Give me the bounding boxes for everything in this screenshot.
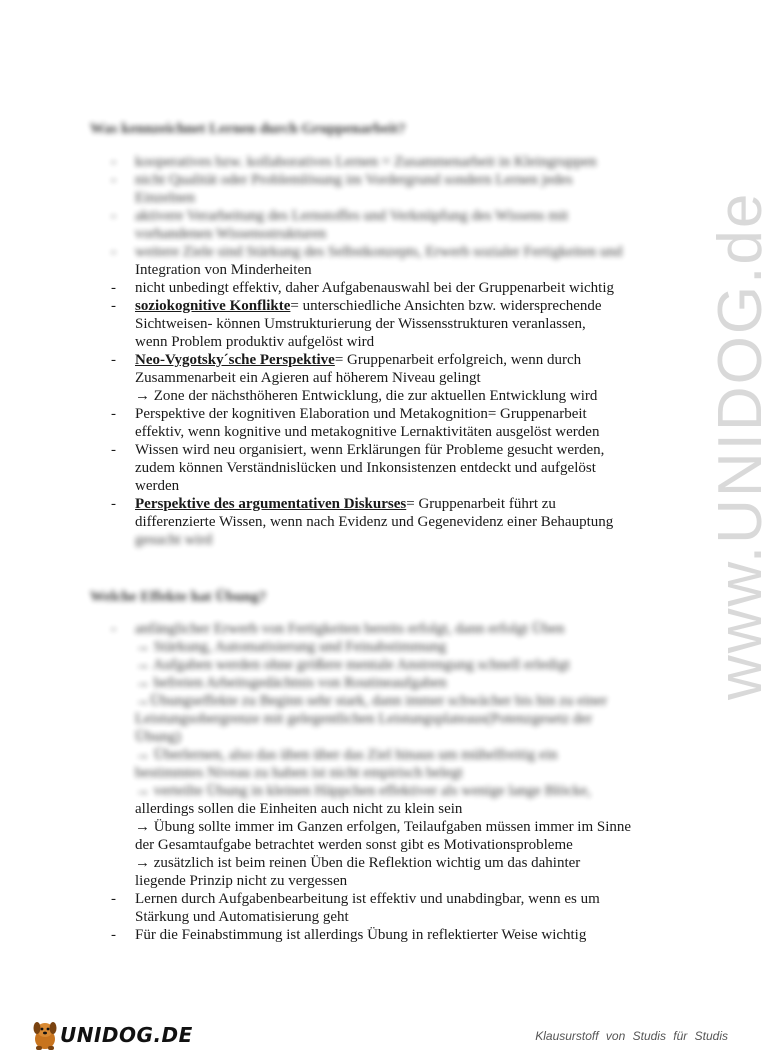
- list-item: - nicht unbedingt effektiv, daher Aufgabenauswahl bei der Gruppenarbeit wichtig: [111, 280, 615, 296]
- dog-mascot-icon: [30, 1019, 60, 1051]
- section-heading-gruppenarbeit: Was kennzeichnet Lernen durch Gruppenarbeit?: [90, 121, 406, 137]
- list-item: - anfänglicher Erwerb von Fertigkeiten bereits erfolgt, dann erfolgt Üben → Stärkung, Automatisierung und Feinabstimmung → Aufgaben werden ohne größere mentale Anstrengung schnell erledigt → befreien Arbeitsgedächtnis von Routineaufgaben →Übungseffekte zu Beginn sehr stark, dann immer schwächer bis hin zu einer Leistungsobergrenze mit gelegentlichen Leistungsplateaus(Potenzgesetz der Übung) → Überlernen, also das üben über das Ziel hinaus um mühelfreitig ein bestimmtes Niveau zu haben ist nicht empirisch belegt → verteilte Übung in kleinen Häppchen effektiver als wenige lange Blöcke, allerdings sollen die Einheiten auch nicht zu klein sein → Übung sollte immer im Ganzen erfolgen, Teilaufgaben müssen immer im Sinne der Gesamtaufgabe betrachtet werden sonst gibt es Motivationsprobleme → zusätzlich ist beim reinen Üben die Reflektion wichtig um das dahinter liegende Prinzip nicht zu vergessen: [111, 621, 632, 889]
- section-heading-uebung: Welche Effekte hat Übung?: [90, 589, 267, 605]
- list-item: - weitere Ziele sind Stärkung des Selbstkonzepts, Erwerb sozialer Fertigkeiten und Integration von Minderheiten: [111, 244, 623, 278]
- list-item: - Wissen wird neu organisiert, wenn Erklärungen für Probleme gesucht werden, zudem können Verständnislücken und Inkonsistenzen entdeckt und aufgelöst werden: [111, 442, 605, 494]
- watermark: www.UNIDOG.de: [706, 191, 775, 700]
- list-item: - Lernen durch Aufgabenbearbeitung ist effektiv und unabdingbar, wenn es um Stärkung und Automatisierung geht: [111, 891, 600, 925]
- list-item: - kooperatives bzw. kollaboratives Lernen = Zusammenarbeit in Kleingruppen: [111, 154, 597, 170]
- list-uebung: [0, 620, 660, 944]
- list-item: - nicht Qualität oder Problemlösung im Vordergrund sondern Lernen jedes Einzelnen: [111, 172, 573, 206]
- list-item: - soziokognitive Konflikte= unterschiedliche Ansichten bzw. widersprechende Sichtweisen- können Umstrukturierung der Wissensstrukturen veranlassen, wenn Problem produktiv aufgelöst wird: [111, 298, 602, 350]
- keyword: soziokognitive Konflikte: [135, 298, 291, 314]
- footer-logo[interactable]: [30, 1018, 193, 1052]
- logo-text: UNIDOG.DE: [60, 1023, 193, 1047]
- list-item: - aktivere Verarbeitung des Lernstoffes und Verknüpfung des Wissens mit vorhandenen Wissensstrukturen: [111, 208, 569, 242]
- footer-tagline: Klausurstoff von Studis für Studis: [535, 1029, 728, 1043]
- list-item: - Perspektive der kognitiven Elaboration und Metakognition= Gruppenarbeit effektiv, wenn kognitive und metakognitive Lernaktivitäten ausgelöst werden: [111, 406, 600, 440]
- keyword: Perspektive des argumentativen Diskurses: [135, 496, 407, 512]
- list-gruppenarbeit: [0, 153, 660, 549]
- keyword: Neo-Vygotsky´sche Perspektive: [135, 352, 335, 368]
- list-item: - Perspektive des argumentativen Diskurses= Gruppenarbeit führt zu differenzierte Wissen, wenn nach Evidenz und Gegenevidenz einer Behauptung gesucht wird: [111, 496, 614, 548]
- list-item: - Für die Feinabstimmung ist allerdings Übung in reflektierter Weise wichtig: [111, 927, 587, 943]
- list-item: - Neo-Vygotsky´sche Perspektive= Gruppenarbeit erfolgreich, wenn durch Zusammenarbeit ein Agieren auf höherem Niveau gelingt → Zone der nächsthöheren Entwicklung, die zur aktuellen Entwicklung wird: [111, 352, 598, 404]
